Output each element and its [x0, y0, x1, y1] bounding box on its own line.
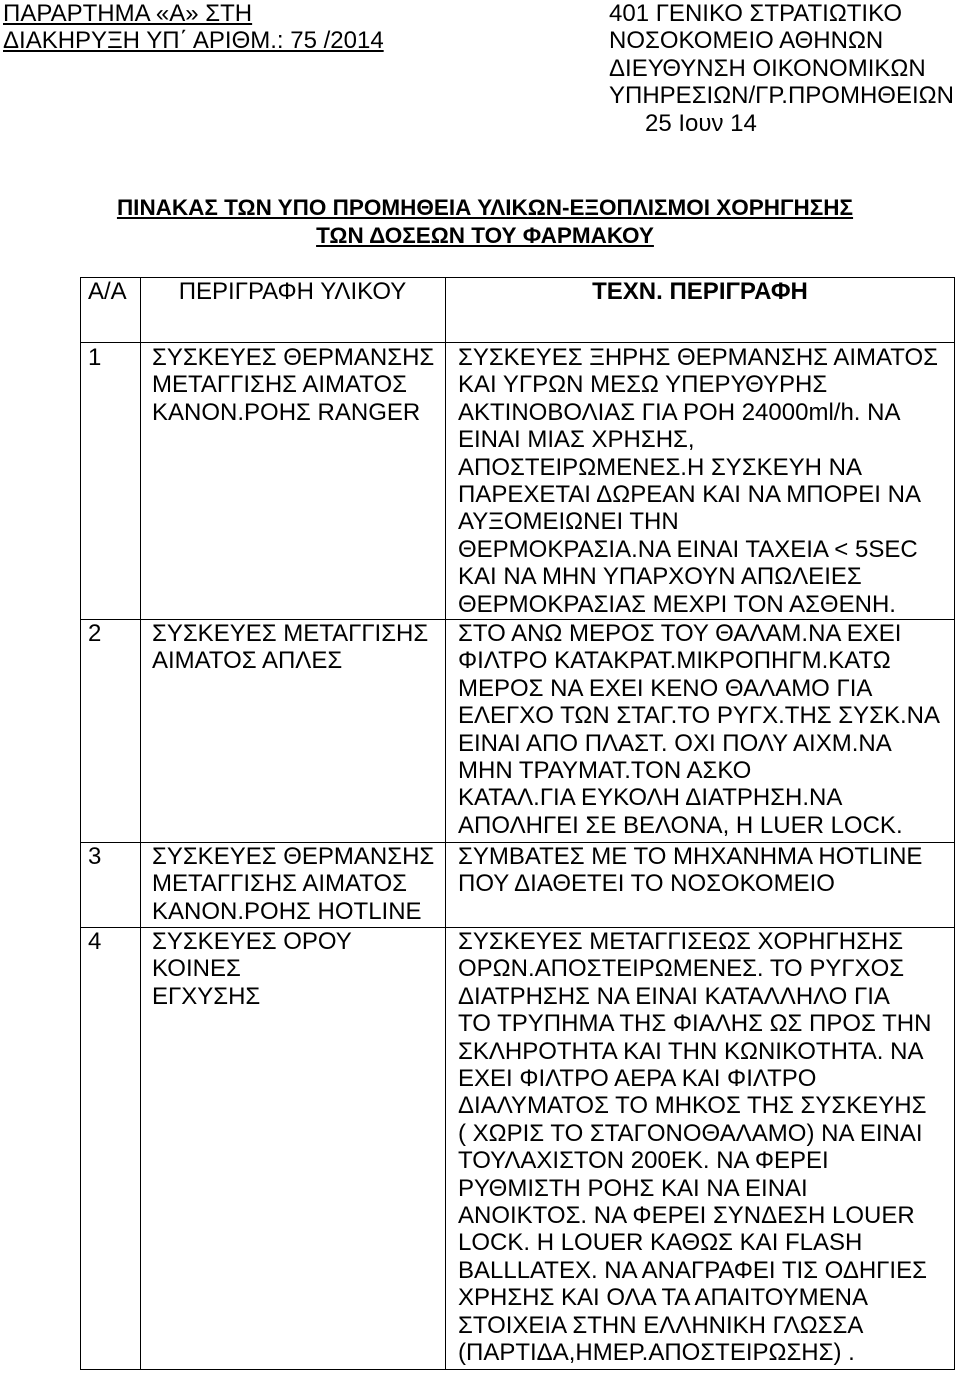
text-line: BALLLATEX. ΝΑ ΑΝΑΓΡΑΦΕΙ ΤΙΣ ΟΔΗΓΙΕΣ — [458, 1256, 927, 1284]
document-date: 25 Ιουν 14 — [645, 109, 757, 137]
text-line: ΕΓΧΥΣΗΣ — [152, 982, 261, 1010]
issuer-block — [609, 0, 954, 137]
text-line: ΤΟΥΛΑΧΙΣΤΟΝ 200ΕΚ. ΝΑ ΦΕΡΕΙ — [458, 1147, 829, 1175]
column-header-no: Α/Α — [88, 278, 127, 305]
item-description — [152, 620, 428, 675]
annex-reference — [3, 0, 384, 55]
text-line: ΣΥΣΚΕΥΕΣ ΘΕΡΜΑΝΣΗΣ — [152, 344, 435, 371]
item-description — [152, 843, 434, 925]
item-description — [152, 344, 434, 426]
text-line: ΚΑΝΟΝ.ΡΟΗΣ HOTLINE — [152, 897, 422, 925]
text-line: ΡΥΘΜΙΣΤΗ ΡΟΗΣ ΚΑΙ ΝΑ ΕΙΝΑΙ — [458, 1174, 808, 1202]
text-line: ΜΕΡΟΣ ΝΑ ΕΧΕΙ ΚΕΝΟ ΘΑΛΑΜΟ ΓΙΑ — [458, 674, 873, 702]
column-header-spec: ΤΕΧΝ. ΠΕΡΙΓΡΑΦΗ — [592, 278, 808, 305]
row-number: 1 — [88, 344, 102, 371]
text-line: ΟΡΩΝ.ΑΠΟΣΤΕΙΡΩΜΕΝΕΣ. ΤΟ ΡΥΓΧΟΣ — [458, 955, 905, 983]
text-line: ΚΑΤΑΛ.ΓΙΑ ΕΥΚΟΛΗ ΔΙΑΤΡΗΣΗ.ΝΑ — [458, 784, 843, 812]
technical-description — [458, 843, 922, 898]
text-line: ΑΝΟΙΚΤΟΣ. ΝΑ ΦΕΡΕΙ ΣΥΝΔΕΣΗ LOUER — [458, 1202, 915, 1230]
text-line: ΕΛΕΓΧΟ ΤΩΝ ΣΤΑΓ.ΤΟ ΡΥΓΧ.ΤΗΣ ΣΥΣΚ.ΝΑ — [458, 702, 940, 730]
text-line: ΑΙΜΑΤΟΣ ΑΠΛΕΣ — [152, 647, 343, 675]
title-line: ΤΩΝ ΔΟΣΕΩΝ ΤΟΥ ΦΑΡΜΑΚΟΥ — [316, 223, 654, 248]
text-line: ΜΕΤΑΓΓΙΣΗΣ ΑΙΜΑΤΟΣ — [152, 870, 407, 898]
issuer-line: ΝΟΣΟΚΟΜΕΙΟ ΑΘΗΝΩΝ — [609, 27, 884, 55]
technical-description — [458, 620, 940, 839]
text-line: ( ΧΩΡΙΣ ΤΟ ΣΤΑΓΟΝΟΘΑΛΑΜΟ) ΝΑ ΕΙΝΑΙ — [458, 1119, 923, 1147]
text-line: ΕΙΝΑΙ ΜΙΑΣ ΧΡΗΣΗΣ, — [458, 426, 695, 454]
text-line: ΚΑΙ ΝΑ ΜΗΝ ΥΠΑΡΧΟΥΝ ΑΠΩΛΕΙΕΣ — [458, 563, 862, 591]
text-line: ΠΟΥ ΔΙΑΘΕΤΕΙ ΤΟ ΝΟΣΟΚΟΜΕΙΟ — [458, 870, 835, 898]
row-number: 3 — [88, 843, 102, 870]
text-line: ΘΕΡΜΟΚΡΑΣΙΑΣ ΜΕΧΡΙ ΤΟΝ ΑΣΘΕΝΗ. — [458, 590, 896, 618]
issuer-line: 401 ΓΕΝΙΚΟ ΣΤΡΑΤΙΩΤΙΚΟ — [609, 0, 903, 27]
text-line: ΜΕΤΑΓΓΙΣΗΣ ΑΙΜΑΤΟΣ — [152, 371, 407, 399]
column-divider — [140, 278, 141, 1369]
text-line: ΘΕΡΜΟΚΡΑΣΙΑ.ΝΑ ΕΙΝΑΙ ΤΑΧΕΙΑ < 5SEC — [458, 535, 918, 563]
text-line: ΔΙΑΤΡΗΣΗΣ ΝΑ ΕΙΝΑΙ ΚΑΤΑΛΛΗΛΟ ΓΙΑ — [458, 982, 890, 1010]
text-line: ΤΟ ΤΡΥΠΗΜΑ ΤΗΣ ΦΙΑΛΗΣ ΩΣ ΠΡΟΣ ΤΗΝ — [458, 1010, 932, 1038]
text-line: ΦΙΛΤΡΟ ΚΑΤΑΚΡΑΤ.ΜΙΚΡΟΠΗΓΜ.ΚΑΤΩ — [458, 647, 891, 675]
text-line: ΣΥΣΚΕΥΕΣ ΞΗΡΗΣ ΘΕΡΜΑΝΣΗΣ ΑΙΜΑΤΟΣ — [458, 344, 938, 371]
text-line: ΑΠΟΛΗΓΕΙ ΣΕ ΒΕΛΟΝΑ, Η LUER LOCK. — [458, 811, 903, 839]
issuer-line: ΥΠΗΡΕΣΙΩΝ/ΓΡ.ΠΡΟΜΗΘΕΙΩΝ — [609, 82, 954, 110]
text-line: ΚΑΙ ΥΓΡΩΝ ΜΕΣΩ ΥΠΕΡΥΘΥΡΗΣ — [458, 371, 828, 399]
issuer-line: ΔΙΕΥΘΥΝΣΗ ΟΙΚΟΝΟΜΙΚΩΝ — [609, 54, 926, 82]
text-line: ΕΧΕΙ ΦΙΛΤΡΟ ΑΕΡΑ ΚΑΙ ΦΙΛΤΡΟ — [458, 1065, 817, 1093]
text-line: ΣΤΟΙΧΕΙΑ ΣΤΗΝ ΕΛΛΗΝΙΚΗ ΓΛΩΣΣΑ — [458, 1311, 864, 1339]
technical-description — [458, 928, 931, 1367]
annex-title: ΠΑΡΑΡΤΗΜΑ «Α» ΣΤΗ — [3, 0, 253, 27]
text-line: ΣΥΣΚΕΥΕΣ ΟΡΟΥ — [152, 928, 352, 955]
page-title — [10, 194, 960, 250]
text-line: ΑΠΟΣΤΕΙΡΩΜΕΝΕΣ.Η ΣΥΣΚΕΥΗ ΝΑ — [458, 453, 863, 481]
text-line: ΣΥΜΒΑΤΕΣ ΜΕ ΤΟ ΜΗΧΑΝΗΜΑ HOTLINE — [458, 843, 923, 870]
text-line: ΣΥΣΚΕΥΕΣ ΜΕΤΑΓΓΙΣΕΩΣ ΧΟΡΗΓΗΣΗΣ — [458, 928, 904, 955]
text-line: ΣΤΟ ΑΝΩ ΜΕΡΟΣ ΤΟΥ ΘΑΛΑΜ.ΝΑ ΕΧΕΙ — [458, 620, 902, 647]
text-line: ΣΥΣΚΕΥΕΣ ΘΕΡΜΑΝΣΗΣ — [152, 843, 435, 870]
text-line: ΑΚΤΙΝΟΒΟΛΙΑΣ ΓΙΑ ΡΟΗ 24000ml/h. ΝΑ — [458, 398, 901, 426]
title-line: ΠΙΝΑΚΑΣ ΤΩΝ ΥΠΟ ΠΡΟΜΗΘΕΙΑ ΥΛΙΚΩΝ-ΕΞΟΠΛΙΣΜΟΙ ΧΟΡΗΓΗΣΗΣ — [116, 195, 854, 220]
column-divider — [445, 278, 446, 1369]
technical-description — [458, 344, 938, 618]
row-number: 4 — [88, 928, 102, 955]
text-line: (ΠΑΡΤΙΔΑ,ΗΜΕΡ.ΑΠΟΣΤΕΙΡΩΣΗΣ) . — [458, 1339, 855, 1367]
text-line: ΑΥΞΟΜΕΙΩΝΕΙ ΤΗΝ — [458, 508, 679, 536]
text-line: ΣΥΣΚΕΥΕΣ ΜΕΤΑΓΓΙΣΗΣ — [152, 620, 429, 647]
text-line: LOCK. Η LOUER ΚΑΘΩΣ ΚΑΙ FLASH — [458, 1229, 863, 1257]
text-line: ΚΑΝΟΝ.ΡΟΗΣ RANGER — [152, 398, 421, 426]
text-line: ΕΙΝΑΙ ΑΠΟ ΠΛΑΣΤ. ΟΧΙ ΠΟΛΥ ΑΙΧΜ.ΝΑ — [458, 729, 892, 757]
text-line: ΔΙΑΛΥΜΑΤΟΣ ΤΟ ΜΗΚΟΣ ΤΗΣ ΣΥΣΚΕΥΗΣ — [458, 1092, 927, 1120]
tender-number: ΔΙΑΚΗΡΥΞΗ ΥΠ΄ ΑΡΙΘΜ.: 75 /2014 — [3, 27, 384, 55]
text-line: ΚΟΙΝΕΣ — [152, 955, 241, 983]
text-line: ΣΚΛΗΡΟΤΗΤΑ ΚΑΙ ΤΗΝ ΚΩΝΙΚΟΤΗΤΑ. ΝΑ — [458, 1037, 924, 1065]
column-header-item: ΠΕΡΙΓΡΑΦΗ ΥΛΙΚΟΥ — [178, 278, 407, 305]
item-description — [152, 928, 352, 1010]
text-line: ΜΗΝ ΤΡΑΥΜΑΤ.ΤΟΝ ΑΣΚΟ — [458, 757, 752, 785]
text-line: ΠΑΡΕΧΕΤΑΙ ΔΩΡΕΑΝ ΚΑΙ ΝΑ ΜΠΟΡΕΙ ΝΑ — [458, 481, 921, 509]
text-line: ΧΡΗΣΗΣ ΚΑΙ ΟΛΑ ΤΑ ΑΠΑΙΤΟΥΜΕΝΑ — [458, 1284, 868, 1312]
row-divider — [81, 342, 954, 343]
row-number: 2 — [88, 620, 102, 647]
